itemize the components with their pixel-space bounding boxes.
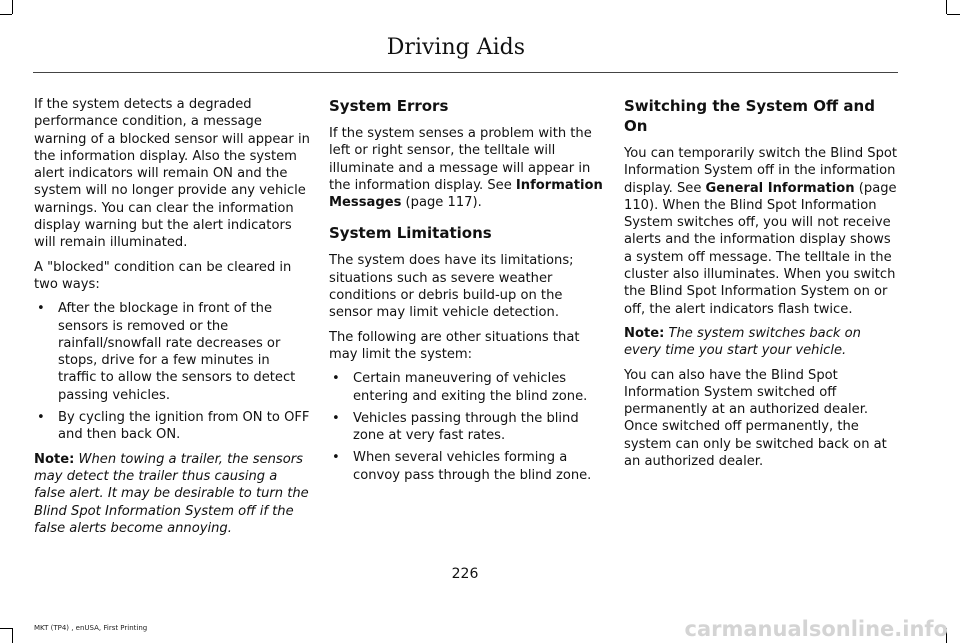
paragraph-other-situations: The following are other situations that may limit the system: (329, 329, 580, 362)
crop-mark-top-right-h (947, 14, 960, 15)
edition-info: MKT (TP4) , enUSA, First Printing (34, 624, 148, 632)
text-fragment: (page 117). (401, 195, 482, 211)
list-item: • By cycling the ignition from ON to OFF and then back ON. (34, 409, 310, 444)
note-label: Note: (34, 451, 75, 467)
cross-reference-link[interactable]: Information Messages (329, 177, 603, 211)
crop-mark-top-left-h (0, 14, 12, 15)
bullet-list-limitations (329, 370, 605, 484)
list-item: • After the blockage in front of the sensors is removed or the rainfall/snowfall rate decreases or stops, drive for a few minutes in traffic to allow the sensors to detect passing vehicles. (34, 300, 310, 404)
cross-reference-link[interactable]: General Information (705, 180, 855, 196)
bullet-list-clear-blockage (34, 300, 310, 443)
note-label: Note: (624, 325, 665, 341)
column-left (34, 96, 310, 544)
heading-switching-system: Switching the System Off and On (624, 97, 875, 135)
note-text: The system switches back on every time you start your vehicle. (624, 325, 861, 359)
paragraph-limitations: The system does have its limitations; situations such as severe weather conditions or debris build-up on the sensor may limit vehicle detection. (329, 253, 574, 321)
heading-system-limitations: System Limitations (329, 224, 492, 243)
note-text: When towing a trailer, the sensors may detect the trailer thus causing a false alert. It may be desirable to turn the Blind Spot Information System off if the false alerts become annoying. (34, 451, 309, 536)
paragraph-switching-system (624, 145, 900, 318)
crop-mark-top-right-v (946, 0, 947, 14)
paragraph-degraded-performance: If the system detects a degraded performance condition, a message warning of a blocked sensor will appear in the information display. Also the system alert indicators will remain ON and the system will no longer provide any vehicle warnings. You can clear the information display warning but the alert indicators will remain illuminated. (34, 97, 310, 251)
text-fragment: (page 110). When the Blind Spot Information System switches off, you will not receive alerts and the information display shows a system off message. The telltale in the cluster also illuminates. When you switch the Blind Spot Information System on or off, the alert indicators flash twice. (624, 180, 897, 317)
crop-mark-top-left-v (12, 0, 13, 14)
column-middle (329, 96, 605, 491)
page-title: Driving Aids (386, 35, 525, 60)
page-number: 226 (451, 566, 479, 582)
list-item: • Vehicles passing through the blind zone at very fast rates. (329, 410, 605, 445)
note-towing-trailer (34, 451, 310, 537)
text-fragment: If the system senses a problem with the left or right sensor, the telltale will illuminate and a message will appear in the information display. See (329, 126, 592, 193)
paragraph-system-errors (329, 125, 605, 211)
watermark: carmanualsonline.info (684, 617, 948, 641)
header-divider (33, 72, 898, 73)
list-item: • Certain maneuvering of vehicles entering and exiting the blind zone. (329, 370, 605, 405)
paragraph-permanent-off: You can also have the Blind Spot Information System switched off permanently at an authorized dealer. Once switched off permanently, the system can only be switched back on at an authorized dealer. (624, 367, 887, 470)
paragraph-blocked-condition: A "blocked" condition can be cleared in two ways: (34, 259, 292, 292)
note-system-switches-on (624, 325, 900, 360)
heading-system-errors: System Errors (329, 97, 449, 115)
text-fragment: You can temporarily switch the Blind Spot Information System off in the information display. See (624, 146, 898, 196)
crop-mark-bottom-left-h (0, 628, 12, 629)
list-item: • When several vehicles forming a convoy pass through the blind zone. (329, 449, 605, 484)
crop-mark-bottom-left-v (12, 628, 13, 643)
column-right (624, 96, 900, 477)
